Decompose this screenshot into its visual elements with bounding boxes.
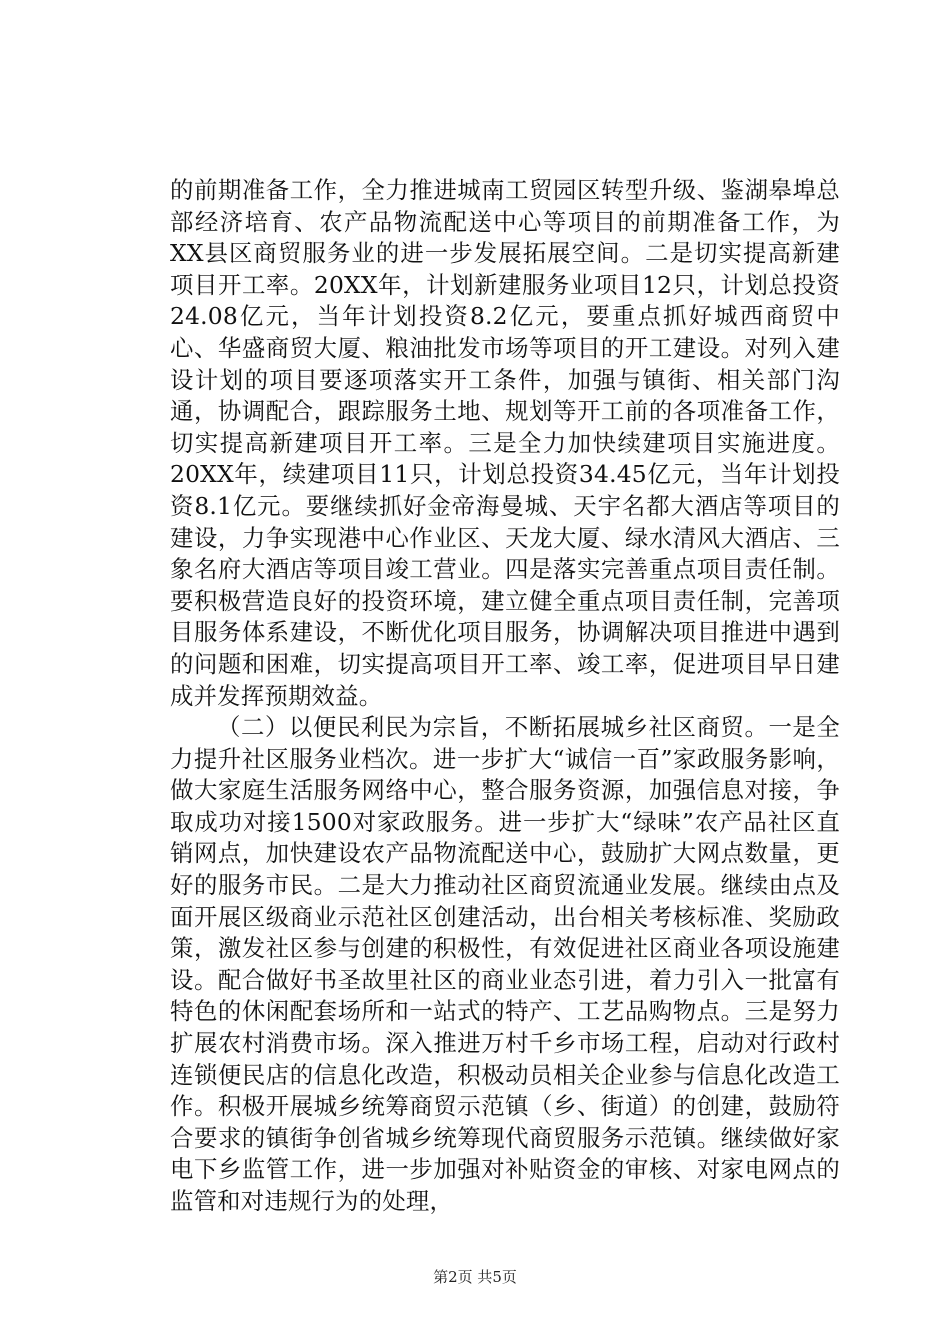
- page-number-footer: 第2页 共5页: [433, 1268, 517, 1286]
- document-body: [170, 175, 840, 1218]
- paragraph-section-two: （二）以便民利民为宗旨，不断拓展城乡社区商贸。一是全力提升社区服务业档次。进一步扩大“诚信一百”家政服务影响，做大家庭生活服务网络中心，整合服务资源，加强信息对接，争取成功对接1500对家政服务。进一步扩大“绿味”农产品社区直销网点，加快建设农产品物流配送中心，鼓励扩大网点数量，更好的服务市民。二是大力推动社区商贸流通业发展。继续由点及面开展区级商业示范社区创建活动，出台相关考核标准、奖励政策，激发社区参与创建的积极性，有效促进社区商业各项设施建设。配合做好书圣故里社区的商业业态引进，着力引入一批富有特色的休闲配套场所和一站式的特产、工艺品购物点。三是努力扩展农村消费市场。深入推进万村千乡市场工程，启动对行政村连锁便民店的信息化改造，积极动员相关企业参与信息化改造工作。积极开展城乡统筹商贸示范镇（乡、街道）的创建，鼓励符合要求的镇街争创省城乡统筹现代商贸服务示范镇。继续做好家电下乡监管工作，进一步加强对补贴资金的审核、对家电网点的监管和对违规行为的处理，: [170, 713, 840, 1215]
- paragraph-continued: 的前期准备工作，全力推进城南工贸园区转型升级、鉴湖皋埠总部经济培育、农产品物流配送中心等项目的前期准备工作，为XX县区商贸服务业的进一步发展拓展空间。二是切实提高新建项目开工率。20XX年，计划新建服务业项目12只，计划总投资24.08亿元，当年计划投资8.2亿元，要重点抓好城西商贸中心、华盛商贸大厦、粮油批发市场等项目的开工建设。对列入建设计划的项目要逐项落实开工条件，加强与镇街、相关部门沟通，协调配合，跟踪服务土地、规划等开工前的各项准备工作，切实提高新建项目开工率。三是全力加快续建项目实施进度。20XX年，续建项目11只，计划总投资34.45亿元，当年计划投资8.1亿元。要继续抓好金帝海曼城、天宇名都大酒店等项目的建设，力争实现港中心作业区、天龙大厦、绿水清风大酒店、三象名府大酒店等项目竣工营业。四是落实完善重点项目责任制。要积极营造良好的投资环境，建立健全重点项目责任制，完善项目服务体系建设，不断优化项目服务，协调解决项目推进中遇到的问题和困难，切实提高项目开工率、竣工率，促进项目早日建成并发挥预期效益。: [170, 176, 840, 710]
